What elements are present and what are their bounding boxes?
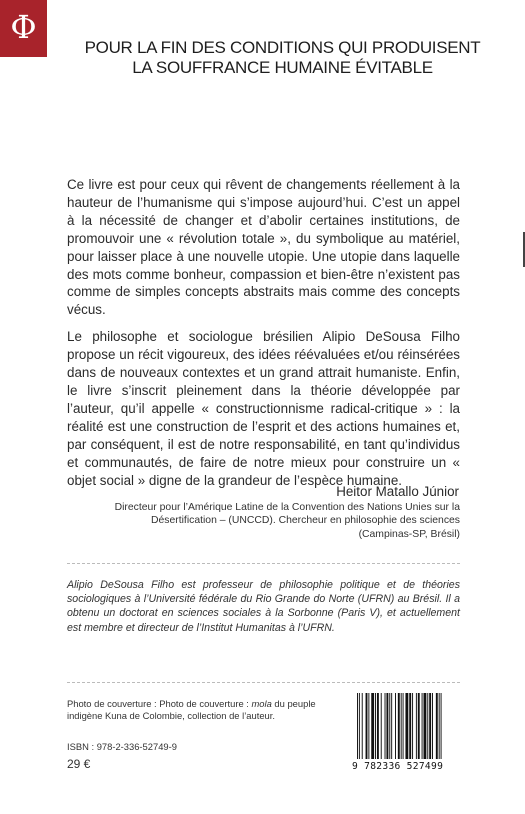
endorser-description [110,501,460,541]
author-bio-text: est professeur de philosophie politique et de théories sociologiques à l’Université fédérale du Rio Grande do Norte (UFRN) au Brésil. Il a obtenu un doctorat en sciences sociales à la Sorbonne (Paris V), et actuellement est membre et directeur de l’Institut Humanitas à l’UFRN. [67,579,460,634]
phi-logo-icon: Φ [10,8,37,46]
isbn: ISBN : 978-2-336-52749-9 [67,741,177,752]
credit-text-end: du peuple indigène Kuna de Colombie, collection de l’auteur. [67,698,316,722]
credit-italic-word: mola [251,698,272,709]
title-line-2: LA SOUFFRANCE HUMAINE ÉVITABLE [132,58,433,77]
publisher-logo [0,0,47,57]
author-name: Alipio DeSousa Filho [67,579,175,591]
divider-bottom [67,682,460,683]
barcode-digits: 9 782336 527499 [352,761,444,772]
endorser-name: Heitor Matallo Júnior [336,484,459,499]
cover-photo-credit [67,698,317,723]
endorser-description-line-2: Désertification – (UNCCD). Chercheur en philosophie des sciences (Campinas-SP, Brésil) [151,515,460,540]
barcode [355,693,462,761]
barcode-bars-icon [355,693,462,761]
blurb-paragraph-1: Ce livre est pour ceux qui rêvent de changements réellement à la hauteur de l’humanisme qui s’impose aujourd’hui. C’est un appel à la nécessité de changer et d’abolir certaines institutions, de promouvoir une « révolution totale », du symbolique au matériel, pour laisser place à une nouvelle utopie. Une utopie dans laquelle des mots comme bonheur, compassion et bien-être n’existent pas comme de simples concepts abstraits mais comme des concepts vécus. [67,177,460,318]
author-bio [67,578,460,635]
blurb-paragraph-2: Le philosophe et sociologue brésilien Alipio DeSousa Filho propose un récit vigoureux, des idées réévaluées et/ou réinsérées dans de nouveaux contextes et un grand attrait humaniste. Enfin, le livre s’inscrit pleinement dans la théorie développée par l’auteur, qu’il appelle « constructionnisme radical-critique » : la réalité est une construction de l’esprit et des actions humaines et, par conséquent, il est de notre responsabilité, en tant qu’individus et communautés, de faire de notre mieux pour construire un « objet social » digne de la grandeur de l’espèce humaine. [67,329,460,488]
price: 29 € [67,757,91,771]
endorser-description-line-1: Directeur pour l’Amérique Latine de la Convention des Nations Unies sur la [114,502,460,513]
back-cover-blurb [67,176,460,498]
title-line-1: POUR LA FIN DES CONDITIONS QUI PRODUISENT [84,38,481,57]
divider-top [67,563,460,564]
book-title [60,38,505,78]
credit-text-start: Photo de couverture : Photo de couverture : [67,698,252,709]
